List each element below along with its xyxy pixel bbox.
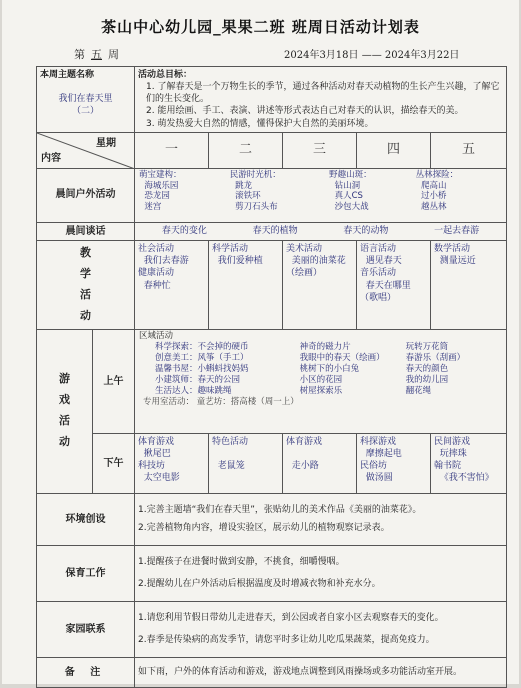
- special-room: 专用室活动： 童艺坊：搭高楼（周一上）: [143, 397, 299, 408]
- env-row: [37, 493, 507, 545]
- teaching-label-text: 教学活动: [80, 246, 91, 322]
- outdoor-group: 萌宝建构： 海城乐园 恐龙园 迷宫: [139, 169, 182, 213]
- goal-item: 3. 萌发热爱大自然的情感，懂得保护大自然的美丽环境。: [146, 118, 374, 129]
- care-item: 2.提醒幼儿在户外活动后根据温度及时增减衣物和补充水分。: [138, 579, 381, 590]
- env-item: 2.完善植物角内容，增设实验区，展示幼儿的植物观察记录表。: [138, 523, 390, 534]
- theme-value: 我们在春天里 （二）: [58, 94, 113, 117]
- care-cell: [135, 545, 507, 601]
- day-wed: 三: [283, 132, 357, 168]
- home-item: 1.请您利用节假日带幼儿走进春天，到公园或者自家小区去观察春天的变化。: [138, 613, 444, 624]
- plan-sheet: [2, 0, 519, 684]
- area-item: 小建筑师：春天的公园: [155, 374, 241, 385]
- talk-item: 春天的植物: [252, 226, 298, 237]
- outdoor-label: 晨间户外活动: [37, 168, 135, 222]
- outdoor-group: 野趣山斑： 钻山洞 真人CS 沙包大战: [329, 169, 372, 213]
- care-label: 保育工作: [37, 545, 135, 601]
- goals-label: 活动总目标：: [138, 70, 193, 80]
- pm-cell-tue: 特色活动 老鼠笼: [209, 433, 283, 493]
- day-thu: 四: [357, 132, 431, 168]
- goal-item: 1. 了解春天是一个万物生长的季节，通过各种活动对春天动植物的生长产生兴趣，了解它们的生长变化。: [146, 82, 500, 105]
- home-row: [37, 601, 507, 657]
- talk-item: 春天的动物: [343, 226, 389, 237]
- goals-cell: [135, 67, 507, 133]
- goal-item: 2. 能用绘画、手工、表演、讲述等形式表达自己对春天的认识，描绘春天的美。: [146, 106, 464, 117]
- talk-item: 一起去春游: [434, 226, 480, 237]
- outdoor-row: [37, 168, 507, 222]
- remark-label: 备 注: [37, 657, 135, 687]
- pm-cell-thu: 科探游戏 摩擦起电 民俗坊 做汤圆: [357, 433, 431, 493]
- day-fri: 五: [431, 132, 507, 168]
- teaching-cell-wed: 美术活动 美丽的油菜花（绘画）: [283, 241, 357, 330]
- header-content: 内容: [41, 153, 61, 165]
- care-row: [37, 545, 507, 601]
- area-item: 生活达人：趣味跳绳: [155, 386, 232, 396]
- teaching-cell-tue: 科学活动 我们爱种植: [209, 241, 283, 330]
- page-title: 茶山中心幼儿园_果果二班 班周日活动计划表: [101, 18, 420, 36]
- header-weekday: 星期: [96, 137, 117, 149]
- teaching-label: [37, 241, 135, 330]
- area-item: 翻花绳: [405, 386, 432, 396]
- header-corner: [37, 132, 135, 168]
- talk-row: [37, 222, 507, 241]
- home-item: 2.春季是传染病的高发季节，请您平时多让幼儿吃瓜果蔬菜，提高免疫力。: [138, 635, 435, 646]
- game-label: [37, 329, 93, 493]
- pm-cell-fri: 民间游戏 玩摔珠 翰书院 《我不害怕》: [431, 433, 507, 493]
- outdoor-group: 民游时光机： 跳龙 滚铁环 剪刀石头布: [229, 169, 281, 213]
- area-cell: [135, 329, 507, 433]
- teaching-row: [37, 241, 507, 330]
- game-am-row: [37, 329, 507, 433]
- day-mon: 一: [135, 132, 209, 168]
- game-pm-label: 下午: [93, 433, 135, 493]
- outdoor-cell: [135, 168, 507, 222]
- teaching-cell-fri: 数学活动 测量远近: [431, 241, 507, 330]
- area-item: 神奇的磁力片: [299, 341, 351, 352]
- day-tue: 二: [209, 132, 283, 168]
- area-item: 温馨书屋：小蝌蚪找妈妈: [155, 363, 249, 374]
- area-item: 我的幼儿园: [405, 374, 449, 385]
- game-am-label: 上午: [93, 329, 135, 433]
- area-item: 科学探索：不会掉的硬币: [155, 341, 249, 352]
- env-item: 1.完善主题墙“我们在春天里”，张贴幼儿的美术作品《美丽的油菜花》。: [138, 505, 422, 516]
- area-item: 桃树下的小白兔: [299, 363, 360, 374]
- area-item: 我眼中的春天（绘画）: [299, 352, 385, 363]
- game-pm-row: [37, 433, 507, 493]
- care-item: 1.提醒孩子在进餐时做到安静，不挑食，细嚼慢咽。: [138, 557, 345, 568]
- talk-label: 晨间谈话: [37, 222, 135, 241]
- remark-text: 如下雨，户外的体育活动和游戏，游戏地点调整到风雨操场或多功能活动室开展。: [135, 657, 507, 687]
- talk-cell: [135, 222, 507, 241]
- area-item: 春天的颜色: [405, 363, 449, 374]
- outdoor-group: 丛林探险： 爬高山 过小桥 越丛林: [415, 169, 459, 213]
- pm-cell-mon: 体育游戏 揪尾巴 科技坊 太空电影: [135, 433, 209, 493]
- area-item: 小区的花园: [299, 374, 343, 385]
- area-label: 区域活动: [139, 330, 174, 341]
- date-range: 2024年3月18日 —— 2024年3月22日: [284, 50, 460, 61]
- env-cell: [135, 493, 507, 545]
- area-item: 春游乐（刮画）: [405, 352, 466, 363]
- talk-item: 春天的变化: [161, 226, 207, 237]
- game-label-text: 游戏活动: [59, 372, 70, 449]
- theme-row: [37, 67, 507, 133]
- theme-cell: [37, 67, 135, 133]
- week-number: 五: [91, 48, 102, 61]
- week-label: [74, 46, 119, 62]
- teaching-cell-mon: 社会活动 我们去春游 健康活动 春种忙: [135, 241, 209, 330]
- home-label: 家园联系: [37, 601, 135, 657]
- teaching-cell-thu: 语言活动 遇见春天 音乐活动 春天在哪里（歌唱）: [357, 241, 431, 330]
- area-item: 树屋探索乐: [299, 386, 343, 396]
- pm-cell-wed: 体育游戏 走小路: [283, 433, 357, 493]
- week-prefix: 第: [74, 48, 85, 61]
- home-cell: [135, 601, 507, 657]
- theme-label: 本周主题名称: [40, 70, 95, 80]
- header-row: [37, 132, 507, 168]
- env-label: 环境创设: [37, 493, 135, 545]
- plan-table: [36, 66, 507, 688]
- area-item: 创意美工：风筝（手工）: [155, 352, 249, 363]
- area-item: 玩转万花筒: [405, 341, 449, 352]
- remark-row: [37, 657, 507, 687]
- week-suffix: 周: [108, 48, 119, 61]
